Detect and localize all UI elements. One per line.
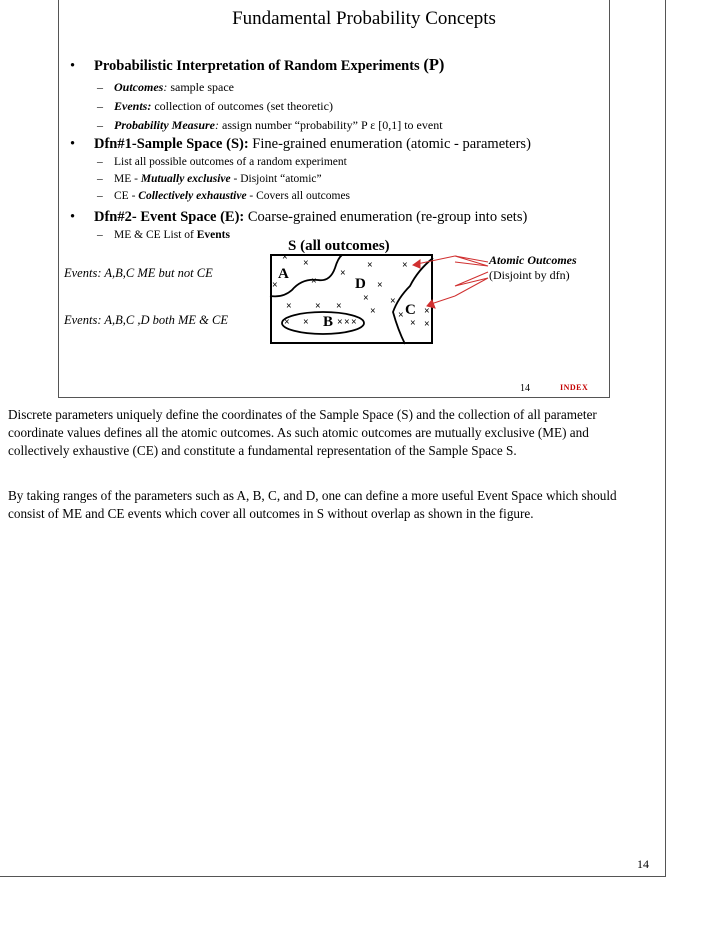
arrow-line-bottom [431,296,455,304]
region-a-label: A [278,266,289,282]
sub-post: - Covers all outcomes [246,190,351,202]
dash-marker: – [97,173,103,185]
outcome-marker: × [363,293,369,304]
index-link[interactable]: INDEX [560,383,589,392]
dash-marker: – [97,229,103,241]
region-d-label: D [355,276,366,292]
sub-text: collection of outcomes (set theoretic) [151,99,333,113]
atomic-outcomes-label: Atomic Outcomes [489,253,577,267]
outcome-marker: × [402,260,408,271]
term: Events [196,229,230,241]
outcome-marker: × [351,317,357,328]
term: Outcomes [114,80,164,94]
term: Collectively exhaustive [138,190,247,202]
outcome-marker: × [370,306,376,317]
bullet-label: Probabilistic Interpretation of Random Experiments [94,58,420,74]
outcome-marker: × [315,301,321,312]
sample-space-diagram [0,0,728,400]
outcome-marker: × [336,301,342,312]
outcome-marker: × [272,280,278,291]
notes-paragraph-1: Discrete parameters uniquely define the coordinates of the Sample Space (S) and the collection of all parameter coordinate values defines all the atomic outcomes. As such atomic outcomes are mutually exclusive (ME) and collectively exhaustive (CE) and constitute a fundamental representation of the Sample Space S. [8,407,597,458]
arrowhead-top [413,260,420,268]
dash-marker: – [97,80,103,94]
arrow-zigzag-lower [455,272,488,296]
events-me-and-ce: Events: A,B,C ,D both ME & CE [64,313,228,327]
dash-marker: – [97,190,103,202]
outcome-marker: × [337,317,343,328]
atomic-outcomes-sub: (Disjoint by dfn) [489,268,570,282]
outcome-marker: × [390,296,396,307]
outcome-marker: × [311,276,317,287]
outcome-marker: × [282,252,288,263]
dash-marker: – [97,118,103,132]
region-c-label: C [405,302,416,318]
page-number: 14 [637,857,649,871]
region-b-label: B [323,314,334,330]
sub-pre: ME & CE List of [114,229,197,241]
outcome-marker: × [398,310,404,321]
outcome-marker: × [284,317,290,328]
arrow-zigzag-upper [455,256,488,266]
outcome-marker: × [303,258,309,269]
arrow-line-top [417,256,455,264]
sub-pre: CE - [114,190,139,202]
sub-text: List all possible outcomes of a random experiment [114,156,347,168]
region-c-boundary [393,258,433,344]
bullet-marker: • [70,136,76,152]
bullet-marker: • [70,58,76,74]
bullet-label: Dfn#1-Sample Space (S): [94,136,249,152]
page-bottom-border [0,876,666,877]
bullet-marker: • [70,209,76,225]
slide-number: 14 [520,383,530,394]
outcome-marker: × [424,319,430,330]
outcome-marker: × [424,306,430,317]
sub-post: - Disjoint “atomic” [230,173,322,185]
sub-text: assign number “probability” P ε [0,1] to event [219,118,443,132]
bullet-text: Coarse-grained enumeration (re-group into sets) [244,209,528,225]
outcome-marker: × [340,268,346,279]
term-sep: : [215,118,219,132]
sub-pre: ME - [114,173,141,185]
outcome-marker: × [344,317,350,328]
dash-marker: – [97,99,103,113]
term-sep: : [163,80,168,94]
term: Probability Measure [114,118,215,132]
notes-paragraph-2: By taking ranges of the parameters such as A, B, C, and D, one can define a more useful Event Space which should consist of ME and CE events which cover all outcomes in S without overlap as shown in the figure. [8,488,617,521]
atomic-arrows [413,256,488,308]
bullet-suffix: (P) [423,55,445,74]
events-me-not-ce: Events: A,B,C ME but not CE [64,266,213,280]
term: Mutually exclusive [140,173,231,185]
bullet-text: Fine-grained enumeration (atomic - parameters) [248,136,531,152]
outcome-marker: × [367,260,373,271]
sub-text: sample space [167,80,234,94]
bullet-label: Dfn#2- Event Space (E): [94,209,245,225]
outcome-marker: × [410,318,416,329]
outcome-marker: × [303,317,309,328]
dash-marker: – [97,156,103,168]
slide-title: Fundamental Probability Concepts [232,8,496,29]
sample-space-title: S (all outcomes) [288,238,390,254]
term: Events: [114,99,152,113]
outcome-marker: × [286,301,292,312]
outcome-marker: × [377,280,383,291]
